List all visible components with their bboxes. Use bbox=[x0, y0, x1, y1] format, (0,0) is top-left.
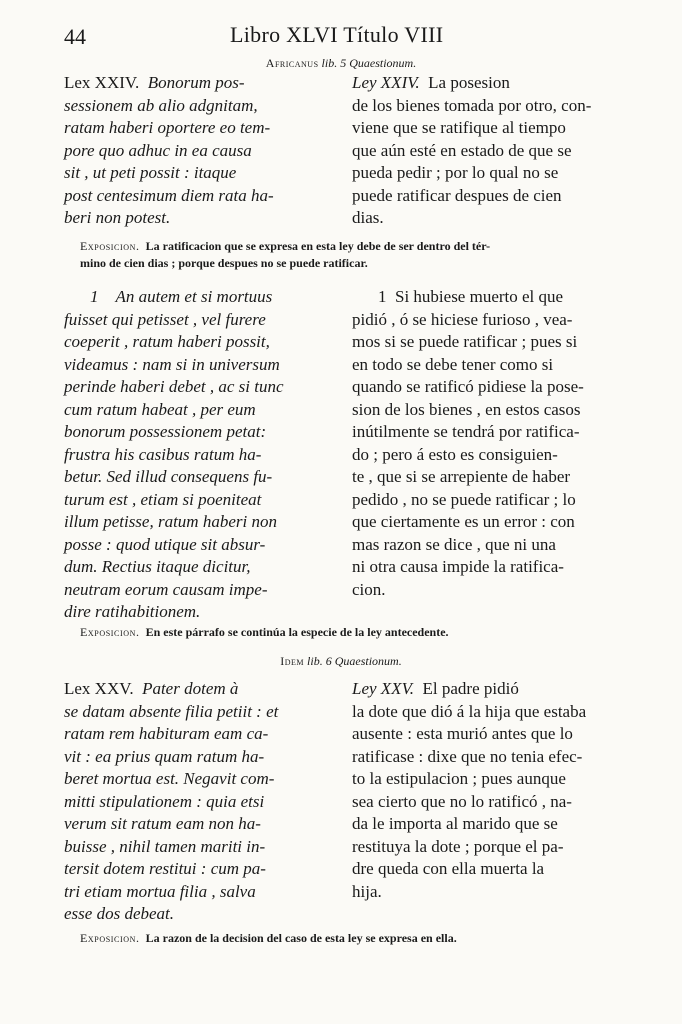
text-line: dum. Rectius itaque dicitur, bbox=[64, 557, 251, 576]
text-line: beri non potest. bbox=[64, 208, 171, 227]
text-line: cum ratum habeat , per eum bbox=[64, 399, 256, 419]
paragraph-number: 1 bbox=[378, 287, 387, 306]
text-line: fuisset qui petisset , vel furere bbox=[64, 309, 266, 329]
text-line: esse dos debeat. bbox=[64, 904, 175, 923]
text-line: dire ratihabitionem. bbox=[64, 602, 201, 621]
exposicion-text: La ratificacion que se expresa en esta ley debe de ser dentro del tér- bbox=[145, 239, 491, 253]
text-line: sit , ut peti possit : itaque bbox=[64, 163, 237, 182]
text-line: tri etiam mortua filia , salva bbox=[64, 881, 256, 901]
source-author: Africanus bbox=[265, 56, 319, 70]
text-line: bonorum possessionem petat: bbox=[64, 422, 267, 441]
text-line: ausente : esta murió antes que lo bbox=[352, 724, 573, 743]
text-line: pedido , no se puede ratificar ; lo bbox=[352, 489, 576, 509]
text-line: restituya la dote ; porque el pa- bbox=[352, 836, 564, 856]
exposicion-label: Exposicion. bbox=[80, 625, 140, 639]
text-line: puede ratificar despues de cien bbox=[352, 185, 562, 205]
text-line: ratam haberi oportere eo tem- bbox=[64, 118, 271, 137]
text-line: sessionem ab alio adgnitam, bbox=[64, 95, 258, 115]
exposicion-text: La razon de la decision del caso de esta ley se expresa en ella. bbox=[145, 931, 457, 945]
text-line: viene que se ratifique al tiempo bbox=[352, 118, 566, 137]
text-line: Pater dotem à bbox=[142, 679, 239, 698]
exposicion-label: Exposicion. bbox=[80, 239, 140, 253]
ley-heading: Ley XXV. bbox=[352, 679, 415, 698]
text-line: El padre pidió bbox=[422, 679, 519, 698]
text-line: ni otra causa impide la ratifica- bbox=[352, 557, 564, 576]
text-line: turum est , etiam si poeniteat bbox=[64, 489, 262, 509]
text-line: coeperit , ratum haberi possit, bbox=[64, 332, 270, 351]
text-line: que aún esté en estado de que se bbox=[352, 140, 572, 160]
text-line: perinde haberi debet , ac si tunc bbox=[64, 377, 284, 396]
latin-column-1 bbox=[64, 72, 354, 230]
text-line: tersit dotem restitui : cum pa- bbox=[64, 859, 266, 878]
text-line: illum petisse, ratum haberi non bbox=[64, 512, 277, 531]
text-line: betur. Sed illud consequens fu- bbox=[64, 467, 273, 486]
latin-column-3 bbox=[64, 678, 354, 926]
text-line: mitti stipulationem : quia etsi bbox=[64, 791, 265, 811]
source-ref: lib. 6 Quaestionum. bbox=[307, 654, 402, 668]
paragraph-number: 1 bbox=[90, 287, 99, 306]
text-line: mos si se puede ratificar ; pues si bbox=[352, 332, 578, 351]
text-line: beret mortua est. Negavit com- bbox=[64, 769, 275, 788]
text-line: sion de los bienes , en estos casos bbox=[352, 399, 581, 419]
text-line: ratam rem habituram eam ca- bbox=[64, 724, 269, 743]
text-line: mas razon se dice , que ni una bbox=[352, 534, 556, 554]
text-line: se datam absente filia petiit : et bbox=[64, 701, 279, 721]
text-line: sea cierto que no lo ratificó , na- bbox=[352, 791, 572, 811]
text-line: la dote que dió á la hija que estaba bbox=[352, 701, 587, 721]
text-line: verum sit ratum eam non ha- bbox=[64, 814, 261, 833]
latin-column-2 bbox=[64, 286, 354, 624]
text-line: vit : ea prius quam ratum ha- bbox=[64, 746, 265, 766]
exposicion-2 bbox=[80, 624, 625, 641]
text-line: inútilmente se tendrá por ratifica- bbox=[352, 422, 580, 441]
text-line: post centesimum diem rata ha- bbox=[64, 185, 274, 205]
text-line: posse : quod utique sit absur- bbox=[64, 534, 266, 554]
text-line: Si hubiese muerto el que bbox=[395, 287, 564, 306]
text-line: pueda pedir ; por lo qual no se bbox=[352, 163, 559, 182]
text-line: buisse , nihil tamen mariti in- bbox=[64, 836, 266, 856]
spanish-column-2 bbox=[352, 286, 627, 601]
spanish-column-1 bbox=[352, 72, 627, 230]
text-line: videamus : nam si in universum bbox=[64, 354, 280, 374]
text-line: hija. bbox=[352, 881, 382, 901]
exposicion-text: En este párrafo se continúa la especie de la ley antecedente. bbox=[145, 625, 449, 639]
page-number: 44 bbox=[64, 24, 86, 49]
text-line: te , que si se arrepiente de haber bbox=[352, 467, 571, 486]
text-line: dias. bbox=[352, 208, 384, 227]
text-line: pore quo adhuc in ea causa bbox=[64, 140, 252, 160]
text-line: to la estipulacion ; pues aunque bbox=[352, 769, 566, 788]
text-line: da le importa al marido que se bbox=[352, 814, 558, 833]
lex-heading: Lex XXV. bbox=[64, 679, 134, 698]
lex-heading: Lex XXIV. bbox=[64, 73, 140, 92]
spanish-column-3 bbox=[352, 678, 627, 903]
source-line-2 bbox=[0, 654, 682, 669]
text-line: dre queda con ella muerta la bbox=[352, 859, 545, 878]
text-line: que ciertamente es un error : con bbox=[352, 512, 575, 531]
text-line: do ; pero á esto es consiguien- bbox=[352, 444, 558, 464]
text-line: de los bienes tomada por otro, con- bbox=[352, 95, 592, 115]
exposicion-label: Exposicion. bbox=[80, 931, 140, 945]
text-line: ratificase : dixe que no tenia efec- bbox=[352, 746, 583, 766]
text-line: An autem et si mortuus bbox=[115, 287, 273, 306]
text-line: en todo se debe tener como si bbox=[352, 354, 554, 374]
text-line: La posesion bbox=[428, 73, 510, 92]
text-line: pidió , ó se hiciese furioso , vea- bbox=[352, 309, 573, 329]
source-ref: lib. 5 Quaestionum. bbox=[321, 56, 417, 70]
text-line: quando se ratificó pidiese la pose- bbox=[352, 377, 584, 396]
source-line-1 bbox=[0, 56, 682, 71]
exposicion-3 bbox=[80, 930, 625, 947]
text-line: frustra his casibus ratum ha- bbox=[64, 444, 262, 464]
text-line: neutram eorum causam impe- bbox=[64, 579, 268, 599]
exposicion-1 bbox=[80, 238, 625, 272]
text-line: Bonorum pos- bbox=[147, 73, 245, 92]
source-author: Idem bbox=[280, 654, 305, 668]
ley-heading: Ley XXIV. bbox=[352, 73, 420, 92]
running-title: Libro XLVI Título VIII bbox=[230, 22, 444, 47]
exposicion-text: mino de cien dias ; porque despues no se puede ratificar. bbox=[80, 256, 368, 270]
text-line: cion. bbox=[352, 579, 386, 599]
